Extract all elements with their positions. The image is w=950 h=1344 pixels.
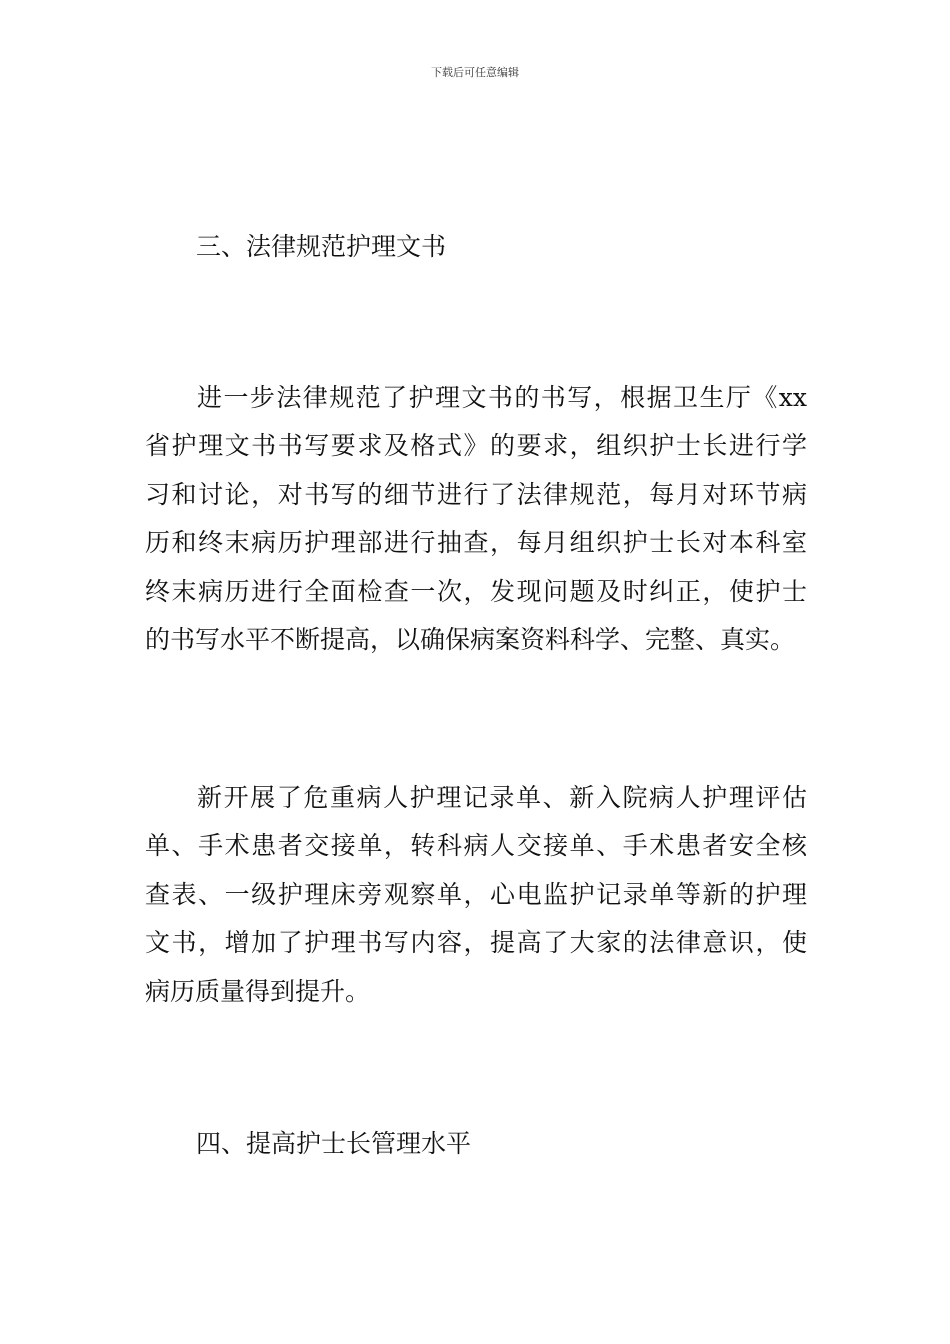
paragraph-line: 新开展了危重病人护理记录单、新入院病人护理评估 (197, 783, 807, 812)
paragraph-line: 病历质量得到提升。 (145, 976, 371, 1006)
paragraph-line: 进一步法律规范了护理文书的书写，根据卫生厅《xx (197, 383, 807, 412)
paragraph-line: 习和讨论，对书写的细节进行了法律规范，每月对环节病 (145, 479, 807, 509)
section-heading-3: 三、法律规范护理文书 (196, 232, 447, 261)
paragraph-line: 查表、一级护理床旁观察单，心电监护记录单等新的护理 (145, 879, 807, 909)
paragraph-line: 历和终末病历护理部进行抽查，每月组织护士长对本科室 (145, 528, 807, 558)
paragraph-line: 文书，增加了护理书写内容，提高了大家的法律意识，使 (145, 928, 807, 958)
section-heading-4: 四、提高护士长管理水平 (196, 1129, 472, 1158)
paragraph-legal-documents (145, 374, 807, 664)
paragraph-line: 终末病历进行全面检查一次，发现问题及时纠正，使护士 (145, 576, 807, 606)
page-header-note: 下载后可任意编辑 (431, 66, 519, 79)
paragraph-line: 单、手术患者交接单，转科病人交接单、手术患者安全核 (145, 831, 807, 861)
paragraph-line: 省护理文书书写要求及格式》的要求，组织护士长进行学 (145, 431, 807, 461)
paragraph-new-records (145, 774, 807, 1016)
paragraph-line: 的书写水平不断提高，以确保病案资料科学、完整、真实。 (145, 625, 796, 655)
